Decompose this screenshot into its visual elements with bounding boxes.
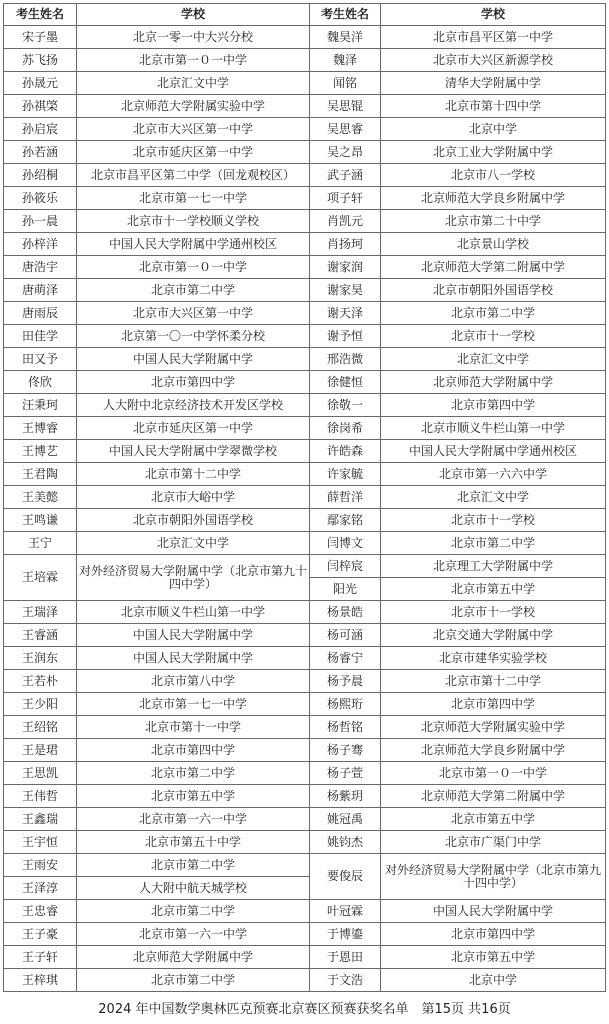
school-name: 北京市十一学校	[381, 509, 606, 532]
school-name: 北京市昌平区第二中学（回龙观校区）	[77, 164, 310, 187]
table-row	[4, 900, 606, 923]
table-row	[4, 348, 606, 371]
table-row	[4, 302, 606, 325]
table-row	[4, 233, 606, 256]
school-name: 中国人民大学附属中学通州校区	[77, 233, 310, 256]
student-name: 谢家昊	[310, 279, 381, 302]
table-row	[4, 670, 606, 693]
student-name: 孙一晨	[4, 210, 77, 233]
table-row	[4, 509, 606, 532]
school-name: 北京市第五中学	[381, 578, 606, 601]
school-name: 北京市第二中学	[77, 900, 310, 923]
school-name: 北京师范大学良乡附属中学	[381, 739, 606, 762]
student-name: 王思凯	[4, 762, 77, 785]
student-name: 杨可涵	[310, 624, 381, 647]
student-name: 王美懿	[4, 486, 77, 509]
school-name: 北京市第五中学	[77, 785, 310, 808]
student-name: 孙若涵	[4, 141, 77, 164]
student-name: 王君陶	[4, 463, 77, 486]
student-name: 王瑞泽	[4, 601, 77, 624]
student-name: 王是珺	[4, 739, 77, 762]
table-row	[4, 831, 606, 854]
school-name: 对外经济贸易大学附属中学（北京市第九十四中学）	[381, 854, 606, 900]
table-row	[4, 785, 606, 808]
table-row	[4, 486, 606, 509]
school-name: 北京市延庆区第一中学	[77, 417, 310, 440]
student-name: 王睿涵	[4, 624, 77, 647]
student-name: 唐浩宇	[4, 256, 77, 279]
student-name: 徐敬一	[310, 394, 381, 417]
student-name: 宋子墨	[4, 26, 77, 49]
school-name: 北京一零一中大兴分校	[77, 26, 310, 49]
school-name: 北京市第十一中学	[77, 716, 310, 739]
school-name: 北京第一〇一中学怀柔分校	[77, 325, 310, 348]
student-name: 杨紫玥	[310, 785, 381, 808]
school-name: 北京工业大学附属中学	[381, 141, 606, 164]
school-name: 北京市第一七一中学	[77, 693, 310, 716]
student-name: 杨予晨	[310, 670, 381, 693]
student-name: 杨睿宁	[310, 647, 381, 670]
student-name: 孙梓洋	[4, 233, 77, 256]
school-name: 北京市第二中学	[381, 302, 606, 325]
page-footer: 2024 年中国数学奥林匹克预赛北京赛区预赛获奖名单 第15页 共16页	[98, 1002, 511, 1017]
student-name: 肖凯元	[310, 210, 381, 233]
student-name: 唐萌泽	[4, 279, 77, 302]
table-row	[4, 440, 606, 463]
school-name: 中国人民大学附属中学通州校区	[381, 440, 606, 463]
table-row	[4, 210, 606, 233]
school-name: 北京市顺义牛栏山第一中学	[381, 417, 606, 440]
school-name: 北京中学	[381, 969, 606, 992]
school-name: 北京市第十二中学	[77, 463, 310, 486]
school-name: 北京市广渠门中学	[381, 831, 606, 854]
student-name: 王鑫瑞	[4, 808, 77, 831]
student-name: 王润东	[4, 647, 77, 670]
header-name-left: 考生姓名	[4, 4, 77, 26]
student-name: 佟欣	[4, 371, 77, 394]
school-name: 北京市第十四中学	[381, 95, 606, 118]
student-name: 谢天泽	[310, 302, 381, 325]
student-name: 姚冠禹	[310, 808, 381, 831]
student-name: 吴思锟	[310, 95, 381, 118]
student-name: 苏飞扬	[4, 49, 77, 72]
student-name: 王梓琪	[4, 969, 77, 992]
table-row	[4, 555, 606, 578]
school-name: 北京市第一六一中学	[77, 808, 310, 831]
school-name: 北京市十一学校顺义学校	[77, 210, 310, 233]
student-name: 谢家润	[310, 256, 381, 279]
student-name: 闫博文	[310, 532, 381, 555]
student-name: 孙启宸	[4, 118, 77, 141]
table-row	[4, 624, 606, 647]
student-name: 谢予恒	[310, 325, 381, 348]
school-name: 北京市十一学校	[381, 325, 606, 348]
header-school-left: 学校	[77, 4, 310, 26]
student-name: 杨哲铭	[310, 716, 381, 739]
table-row	[4, 762, 606, 785]
student-name: 杨子萱	[310, 762, 381, 785]
school-name: 北京市八一学校	[381, 164, 606, 187]
school-name: 对外经济贸易大学附属中学（北京市第九十四中学）	[77, 555, 310, 601]
student-name: 于文浩	[310, 969, 381, 992]
school-name: 北京汇文中学	[381, 348, 606, 371]
school-name: 北京市第一六六中学	[381, 463, 606, 486]
table-row	[4, 394, 606, 417]
school-name: 北京师范大学附属中学	[381, 371, 606, 394]
student-name: 王培霖	[4, 555, 77, 601]
school-name: 北京市第四中学	[381, 923, 606, 946]
school-name: 北京市大兴区第一中学	[77, 118, 310, 141]
header-school-right: 学校	[381, 4, 606, 26]
student-name: 王子豪	[4, 923, 77, 946]
school-name: 人大附中北京经济技术开发区学校	[77, 394, 310, 417]
school-name: 北京市朝阳外国语学校	[381, 279, 606, 302]
table-row	[4, 739, 606, 762]
school-name: 中国人民大学附属中学	[77, 624, 310, 647]
school-name: 北京汇文中学	[381, 486, 606, 509]
student-name: 徐健恒	[310, 371, 381, 394]
student-name: 魏昊洋	[310, 26, 381, 49]
student-name: 唐雨辰	[4, 302, 77, 325]
school-name: 北京师范大学良乡附属中学	[381, 187, 606, 210]
school-name: 北京师范大学附属实验中学	[381, 716, 606, 739]
school-name: 北京师范大学第二附属中学	[381, 785, 606, 808]
student-name: 于恩田	[310, 946, 381, 969]
table-row	[4, 532, 606, 555]
student-name: 吴之昂	[310, 141, 381, 164]
student-name: 闫梓宸	[310, 555, 381, 578]
student-name: 孙晟元	[4, 72, 77, 95]
table-row	[4, 371, 606, 394]
student-name: 王若朴	[4, 670, 77, 693]
award-list-table	[3, 3, 606, 992]
school-name: 北京市第二中学	[381, 532, 606, 555]
school-name: 中国人民大学附属中学	[77, 647, 310, 670]
table-row	[4, 417, 606, 440]
school-name: 中国人民大学附属中学	[381, 900, 606, 923]
school-name: 北京市第十二中学	[381, 670, 606, 693]
school-name: 北京市第二中学	[77, 762, 310, 785]
student-name: 孙祺棨	[4, 95, 77, 118]
school-name: 北京市第五中学	[381, 808, 606, 831]
school-name: 北京汇文中学	[77, 532, 310, 555]
school-name: 北京景山学校	[381, 233, 606, 256]
table-row	[4, 463, 606, 486]
school-name: 北京市第五十中学	[77, 831, 310, 854]
student-name: 孙绍桐	[4, 164, 77, 187]
school-name: 北京市第四中学	[77, 739, 310, 762]
table-header-row	[4, 4, 606, 26]
school-name: 北京市第一０一中学	[77, 49, 310, 72]
student-name: 王子轩	[4, 946, 77, 969]
school-name: 北京市大峪中学	[77, 486, 310, 509]
student-name: 王少阳	[4, 693, 77, 716]
school-name: 北京市第四中学	[381, 394, 606, 417]
school-name: 北京师范大学附属中学	[77, 946, 310, 969]
student-name: 薛哲洋	[310, 486, 381, 509]
student-name: 徐岗希	[310, 417, 381, 440]
table-row	[4, 49, 606, 72]
student-name: 鄢家铭	[310, 509, 381, 532]
header-name-right: 考生姓名	[310, 4, 381, 26]
table-row	[4, 141, 606, 164]
school-name: 北京市第五中学	[381, 946, 606, 969]
student-name: 王雨安	[4, 854, 77, 877]
table-row	[4, 118, 606, 141]
table-row	[4, 808, 606, 831]
student-name: 闻铭	[310, 72, 381, 95]
table-row	[4, 923, 606, 946]
school-name: 北京市第一０一中学	[77, 256, 310, 279]
student-name: 田又予	[4, 348, 77, 371]
table-row	[4, 601, 606, 624]
student-name: 邢浩微	[310, 348, 381, 371]
school-name: 清华大学附属中学	[381, 72, 606, 95]
school-name: 北京市第一０一中学	[381, 762, 606, 785]
school-name: 北京师范大学第二附属中学	[381, 256, 606, 279]
school-name: 北京师范大学附属实验中学	[77, 95, 310, 118]
student-name: 王鸣谦	[4, 509, 77, 532]
school-name: 北京市昌平区第一中学	[381, 26, 606, 49]
student-name: 王忠睿	[4, 900, 77, 923]
table-row	[4, 164, 606, 187]
student-name: 要俊辰	[310, 854, 381, 900]
table-row	[4, 256, 606, 279]
table-row	[4, 325, 606, 348]
student-name: 王宁	[4, 532, 77, 555]
student-name: 肖扬珂	[310, 233, 381, 256]
table-row	[4, 946, 606, 969]
student-name: 田佳学	[4, 325, 77, 348]
school-name: 北京中学	[381, 118, 606, 141]
table-row	[4, 187, 606, 210]
school-name: 北京市第二中学	[77, 969, 310, 992]
table-row	[4, 26, 606, 49]
student-name: 许皓森	[310, 440, 381, 463]
student-name: 许家毓	[310, 463, 381, 486]
student-name: 叶冠霖	[310, 900, 381, 923]
table-row	[4, 854, 606, 877]
school-name: 北京交通大学附属中学	[381, 624, 606, 647]
student-name: 杨子骞	[310, 739, 381, 762]
school-name: 北京市顺义牛栏山第一中学	[77, 601, 310, 624]
table-row	[4, 279, 606, 302]
student-name: 项子轩	[310, 187, 381, 210]
student-name: 阳光	[310, 578, 381, 601]
school-name: 北京市第一七一中学	[77, 187, 310, 210]
school-name: 北京市延庆区第一中学	[77, 141, 310, 164]
student-name: 汪秉珂	[4, 394, 77, 417]
table-row	[4, 647, 606, 670]
table-row	[4, 72, 606, 95]
student-name: 王绍铭	[4, 716, 77, 739]
school-name: 中国人民大学附属中学	[77, 348, 310, 371]
student-name: 武子涵	[310, 164, 381, 187]
student-name: 王宇恒	[4, 831, 77, 854]
school-name: 中国人民大学附属中学翠微学校	[77, 440, 310, 463]
school-name: 北京市建华实验学校	[381, 647, 606, 670]
school-name: 北京市十一学校	[381, 601, 606, 624]
school-name: 北京市第四中学	[77, 371, 310, 394]
school-name: 北京市朝阳外国语学校	[77, 509, 310, 532]
student-name: 姚钧杰	[310, 831, 381, 854]
school-name: 北京市大兴区第一中学	[77, 302, 310, 325]
table-row	[4, 716, 606, 739]
student-name: 王博睿	[4, 417, 77, 440]
student-name: 吴思睿	[310, 118, 381, 141]
table-row	[4, 693, 606, 716]
school-name: 北京理工大学附属中学	[381, 555, 606, 578]
student-name: 孙筱乐	[4, 187, 77, 210]
student-name: 王博艺	[4, 440, 77, 463]
student-name: 王泽淳	[4, 877, 77, 900]
school-name: 北京市第八中学	[77, 670, 310, 693]
table-row	[4, 95, 606, 118]
student-name: 王伟哲	[4, 785, 77, 808]
student-name: 于博鎏	[310, 923, 381, 946]
student-name: 魏泽	[310, 49, 381, 72]
school-name: 人大附中航天城学校	[77, 877, 310, 900]
school-name: 北京市第四中学	[381, 693, 606, 716]
student-name: 杨景皓	[310, 601, 381, 624]
school-name: 北京市第二中学	[77, 279, 310, 302]
student-name: 杨熙珩	[310, 693, 381, 716]
school-name: 北京市第二十中学	[381, 210, 606, 233]
school-name: 北京市大兴区新源学校	[381, 49, 606, 72]
school-name: 北京市第一六一中学	[77, 923, 310, 946]
table-row	[4, 969, 606, 992]
school-name: 北京汇文中学	[77, 72, 310, 95]
school-name: 北京市第二中学	[77, 854, 310, 877]
